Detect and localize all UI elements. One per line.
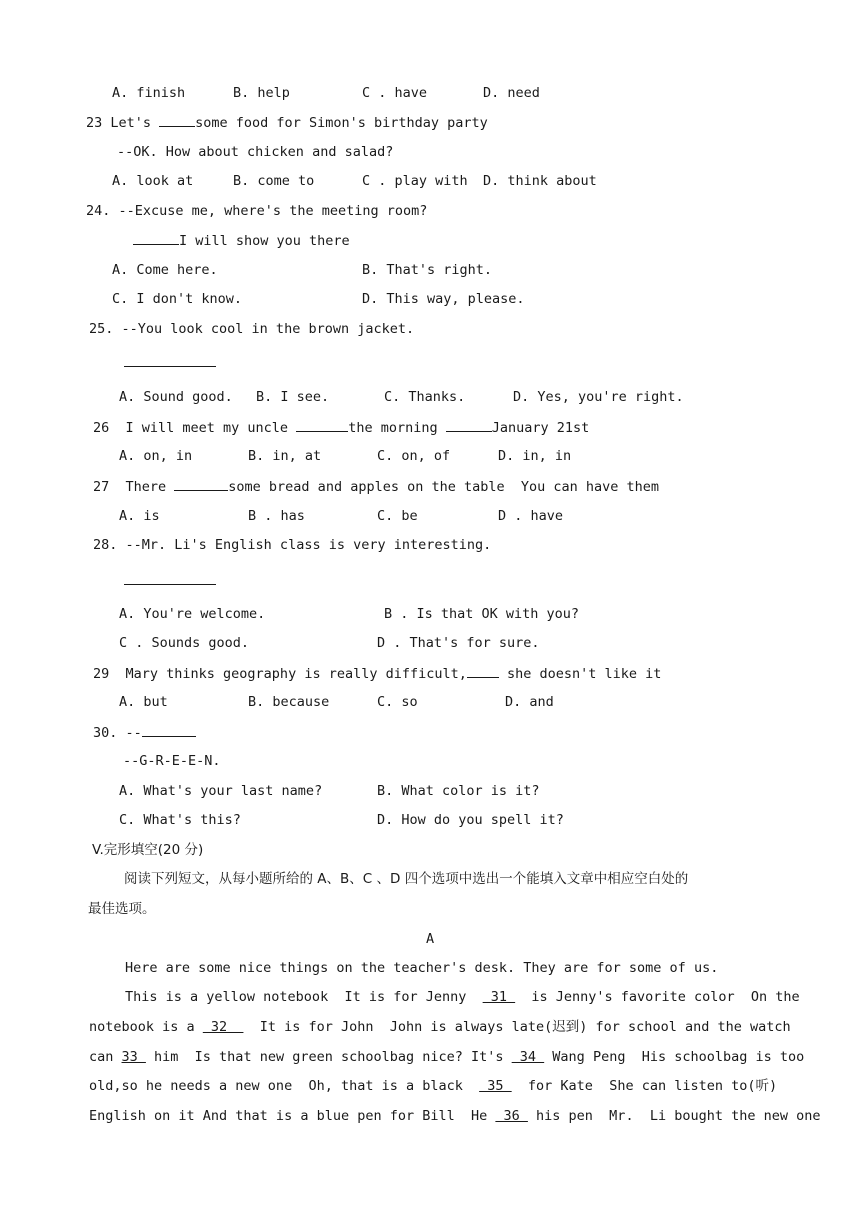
q30-option-c: C. What's this? xyxy=(119,812,241,828)
q25-option-c: C. Thanks. xyxy=(384,389,466,405)
q24-option-a: A. Come here. xyxy=(112,262,218,278)
q25-option-b: B. I see. xyxy=(256,389,330,405)
q28-stem: 28. --Mr. Li's English class is very interesting. xyxy=(93,537,492,553)
q30-option-a: A. What's your last name? xyxy=(119,783,323,799)
section-instructions-line-2: 最佳选项。 xyxy=(88,901,156,917)
passage-line-3: notebook is a 32 It is for John John is always late(迟到) for school and the watch xyxy=(89,1019,791,1035)
q28-option-a: A. You're welcome. xyxy=(119,606,266,622)
q24-option-c: C. I don't know. xyxy=(112,291,243,307)
section-title: V.完形填空(20 分) xyxy=(92,842,204,858)
q25-stem: 25. --You look cool in the brown jacket. xyxy=(89,321,415,337)
q29-option-c: C. so xyxy=(377,694,418,710)
q27-blank xyxy=(174,477,228,491)
q27-stem-text: some bread and apples on the table You can have them xyxy=(228,479,660,495)
q28-option-d: D . That's for sure. xyxy=(377,635,540,651)
q24-reply-text: I will show you there xyxy=(179,233,350,249)
q26-option-a: A. on, in xyxy=(119,448,193,464)
q22-option-c: C . have xyxy=(362,85,428,101)
q28-answer-line xyxy=(124,584,216,585)
q29-option-a: A. but xyxy=(119,694,168,710)
q30-option-d: D. How do you spell it? xyxy=(377,812,564,828)
q23-option-a: A. look at xyxy=(112,173,194,189)
q26-option-d: D. in, in xyxy=(498,448,572,464)
q22-option-b: B. help xyxy=(233,85,290,101)
q23-reply: --OK. How about chicken and salad? xyxy=(117,144,394,160)
q29-blank xyxy=(467,664,499,678)
q27-number: 27 There xyxy=(93,479,175,495)
q24-reply xyxy=(133,231,350,250)
passage-line-6: English on it And that is a blue pen for Bill He 36 his pen Mr. Li bought the new one xyxy=(89,1108,821,1124)
q23-number: 23 Let's xyxy=(86,115,160,131)
q28-option-b: B . Is that OK with you? xyxy=(384,606,580,622)
q24-option-b: B. That's right. xyxy=(362,262,493,278)
blank-34: 34 xyxy=(511,1049,545,1065)
q25-option-a: A. Sound good. xyxy=(119,389,233,405)
q26-blank-1 xyxy=(296,418,348,432)
blank-31: 31 xyxy=(482,989,516,1005)
q23-option-b: B. come to xyxy=(233,173,315,189)
q26-number: 26 I will meet my uncle xyxy=(93,420,297,436)
passage-label: A xyxy=(426,931,435,947)
q26-stem-end: January 21st xyxy=(491,420,590,436)
q30-blank xyxy=(142,723,196,737)
passage-line-4: can 33 him Is that new green schoolbag nice? It's 34 Wang Peng His schoolbag is too xyxy=(89,1049,805,1065)
q29-number: 29 Mary thinks geography is really difficult, xyxy=(93,666,467,682)
q27-option-c: C. be xyxy=(377,508,418,524)
q26-option-c: C. on, of xyxy=(377,448,451,464)
q28-option-c: C . Sounds good. xyxy=(119,635,250,651)
q30-stem xyxy=(93,723,196,742)
q29-stem xyxy=(93,664,661,683)
q23-blank xyxy=(159,113,195,127)
q30-option-b: B. What color is it? xyxy=(377,783,540,799)
q29-stem-text: she doesn't like it xyxy=(498,666,662,682)
q27-option-d: D . have xyxy=(498,508,564,524)
q22-option-a: A. finish xyxy=(112,85,186,101)
q26-stem xyxy=(93,418,589,437)
q27-stem xyxy=(93,477,659,496)
q23-option-c: C . play with xyxy=(362,173,468,189)
q24-stem: 24. --Excuse me, where's the meeting room? xyxy=(86,203,428,219)
q22-option-d: D. need xyxy=(483,85,540,101)
passage-line-1: Here are some nice things on the teacher's desk. They are for some of us. xyxy=(125,960,719,976)
passage-line-5: old,so he needs a new one Oh, that is a black 35 for Kate She can listen to(听) xyxy=(89,1078,778,1094)
blank-33: 33 xyxy=(121,1049,146,1065)
q27-option-b: B . has xyxy=(248,508,305,524)
q26-option-b: B. in, at xyxy=(248,448,322,464)
q25-option-d: D. Yes, you're right. xyxy=(513,389,684,405)
section-instructions-line-1: 阅读下列短文，从每小题所给的 A、B、C 、D 四个选项中选出一个能填入文章中相应空白处的 xyxy=(124,871,689,887)
q30-reply: --G-R-E-E-N. xyxy=(123,753,221,769)
q29-option-b: B. because xyxy=(248,694,330,710)
blank-32: 32 xyxy=(202,1019,244,1035)
q26-stem-mid: the morning xyxy=(348,420,446,436)
q29-option-d: D. and xyxy=(505,694,554,710)
blank-35: 35 xyxy=(479,1078,512,1094)
q23-stem-text: some food for Simon's birthday party xyxy=(195,115,488,131)
blank-36: 36 xyxy=(495,1108,528,1124)
q30-number: 30. -- xyxy=(93,725,142,741)
q26-blank-2 xyxy=(446,418,492,432)
q25-answer-line xyxy=(124,366,216,367)
q24-blank xyxy=(133,231,179,245)
passage-line-2: This is a yellow notebook It is for Jenny 31 is Jenny's favorite color On the xyxy=(125,989,800,1005)
q23-option-d: D. think about xyxy=(483,173,597,189)
q24-option-d: D. This way, please. xyxy=(362,291,525,307)
q23-stem xyxy=(86,113,488,132)
q27-option-a: A. is xyxy=(119,508,160,524)
